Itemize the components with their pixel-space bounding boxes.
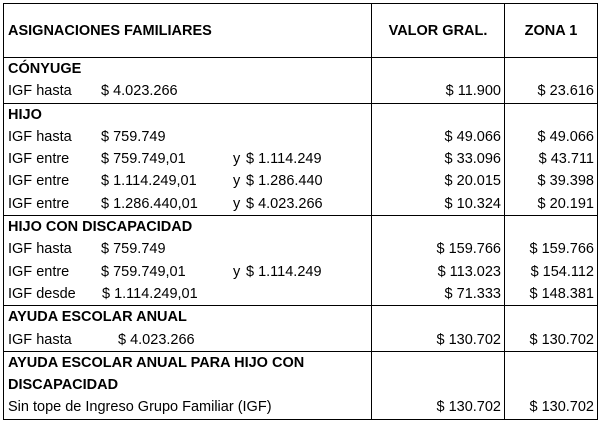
conyuge-general [372, 58, 505, 104]
value-zona: $ 159.766 [529, 241, 594, 258]
ayuda-escolar-discapacidad-general [372, 351, 505, 419]
row-connector: y [233, 195, 241, 212]
asignaciones-table [3, 3, 598, 420]
row-label: IGF entre [8, 195, 70, 212]
row-threshold: $ 759.749 [101, 241, 166, 258]
row-label: IGF entre [8, 173, 70, 190]
row-threshold-from: $ 759.749,01 [101, 151, 186, 168]
hijo-discapacidad-labels [4, 216, 372, 306]
hijo-discapacidad-general [372, 216, 505, 306]
row-description: Sin tope de Ingreso Grupo Familiar (IGF) [8, 399, 272, 416]
row-label: IGF hasta [8, 128, 72, 145]
row-label: IGF entre [8, 263, 70, 280]
table-row [4, 193, 371, 215]
ayuda-escolar-labels [4, 306, 372, 352]
value-zona: $ 43.711 [538, 151, 594, 168]
value-general: $ 159.766 [436, 241, 501, 258]
conyuge-labels [4, 58, 372, 104]
section-title: AYUDA ESCOLAR ANUAL [8, 309, 187, 326]
value-general: $ 33.096 [444, 151, 501, 168]
row-label: IGF hasta [8, 331, 72, 348]
ayuda-escolar-discapacidad-zona [505, 351, 598, 419]
row-threshold: $ 4.023.266 [118, 331, 195, 348]
header-zona-1: ZONA 1 [505, 4, 598, 58]
section-ayuda-escolar [4, 306, 598, 352]
ayuda-escolar-general [372, 306, 505, 352]
value-zona: $ 148.381 [529, 285, 594, 302]
value-zona: $ 23.616 [537, 83, 594, 100]
value-zona: $ 39.398 [537, 173, 594, 190]
row-threshold: $ 759.749 [101, 128, 166, 145]
section-hijo [4, 103, 598, 215]
row-label: IGF entre [8, 151, 70, 168]
value-general: $ 130.702 [436, 331, 501, 348]
section-hijo-discapacidad [4, 216, 598, 306]
section-title: HIJO [8, 106, 42, 123]
value-zona: $ 130.702 [529, 399, 594, 416]
value-general: $ 10.324 [444, 195, 501, 212]
section-title: CÓNYUGE [8, 61, 82, 77]
value-general: $ 113.023 [437, 263, 501, 280]
value-general: $ 49.066 [444, 128, 501, 145]
hijo-zona [505, 103, 598, 215]
row-threshold-to: $ 4.023.266 [246, 195, 323, 212]
header-row [4, 4, 598, 58]
row-connector: y [233, 263, 241, 280]
value-general: $ 11.900 [445, 83, 501, 100]
section-ayuda-escolar-discapacidad [4, 351, 598, 419]
row-threshold-to: $ 1.114.249 [246, 263, 322, 280]
header-title: ASIGNACIONES FAMILIARES [4, 4, 372, 58]
row-connector: y [233, 173, 241, 190]
section-conyuge [4, 58, 598, 104]
table-row [4, 283, 371, 305]
row-connector: y [233, 151, 241, 168]
section-title: HIJO CON DISCAPACIDAD [8, 219, 193, 236]
section-title-line-2: DISCAPACIDAD [8, 377, 119, 394]
row-label: IGF hasta [8, 241, 72, 258]
table-row [4, 80, 371, 102]
table-row [4, 148, 371, 170]
row-threshold-from: $ 1.286.440,01 [101, 195, 198, 212]
ayuda-escolar-zona [505, 306, 598, 352]
table-row [4, 329, 371, 351]
hijo-general [372, 103, 505, 215]
conyuge-zona [505, 58, 598, 104]
row-threshold-to: $ 1.286.440 [246, 173, 323, 190]
table-row [4, 261, 371, 283]
row-threshold: $ 1.114.249,01 [102, 285, 198, 302]
value-general: $ 130.702 [436, 399, 501, 416]
row-threshold: $ 4.023.266 [101, 83, 178, 100]
value-zona: $ 20.191 [537, 195, 594, 212]
value-zona: $ 49.066 [537, 128, 594, 145]
header-valor-general: VALOR GRAL. [372, 4, 505, 58]
ayuda-escolar-discapacidad-labels [4, 351, 372, 419]
section-title-line-1: AYUDA ESCOLAR ANUAL PARA HIJO CON [8, 354, 305, 371]
value-general: $ 20.015 [444, 173, 501, 190]
row-threshold-from: $ 1.114.249,01 [101, 173, 197, 190]
table-row [4, 238, 371, 260]
row-label: IGF hasta [8, 83, 72, 100]
row-threshold-to: $ 1.114.249 [246, 151, 322, 168]
row-threshold-from: $ 759.749,01 [101, 263, 186, 280]
value-zona: $ 130.702 [529, 331, 594, 348]
value-general: $ 71.333 [444, 285, 501, 302]
table-row [4, 170, 371, 192]
table-row [4, 126, 371, 148]
hijo-labels [4, 103, 372, 215]
hijo-discapacidad-zona [505, 216, 598, 306]
row-label: IGF desde [8, 285, 76, 302]
value-zona: $ 154.112 [530, 263, 594, 280]
